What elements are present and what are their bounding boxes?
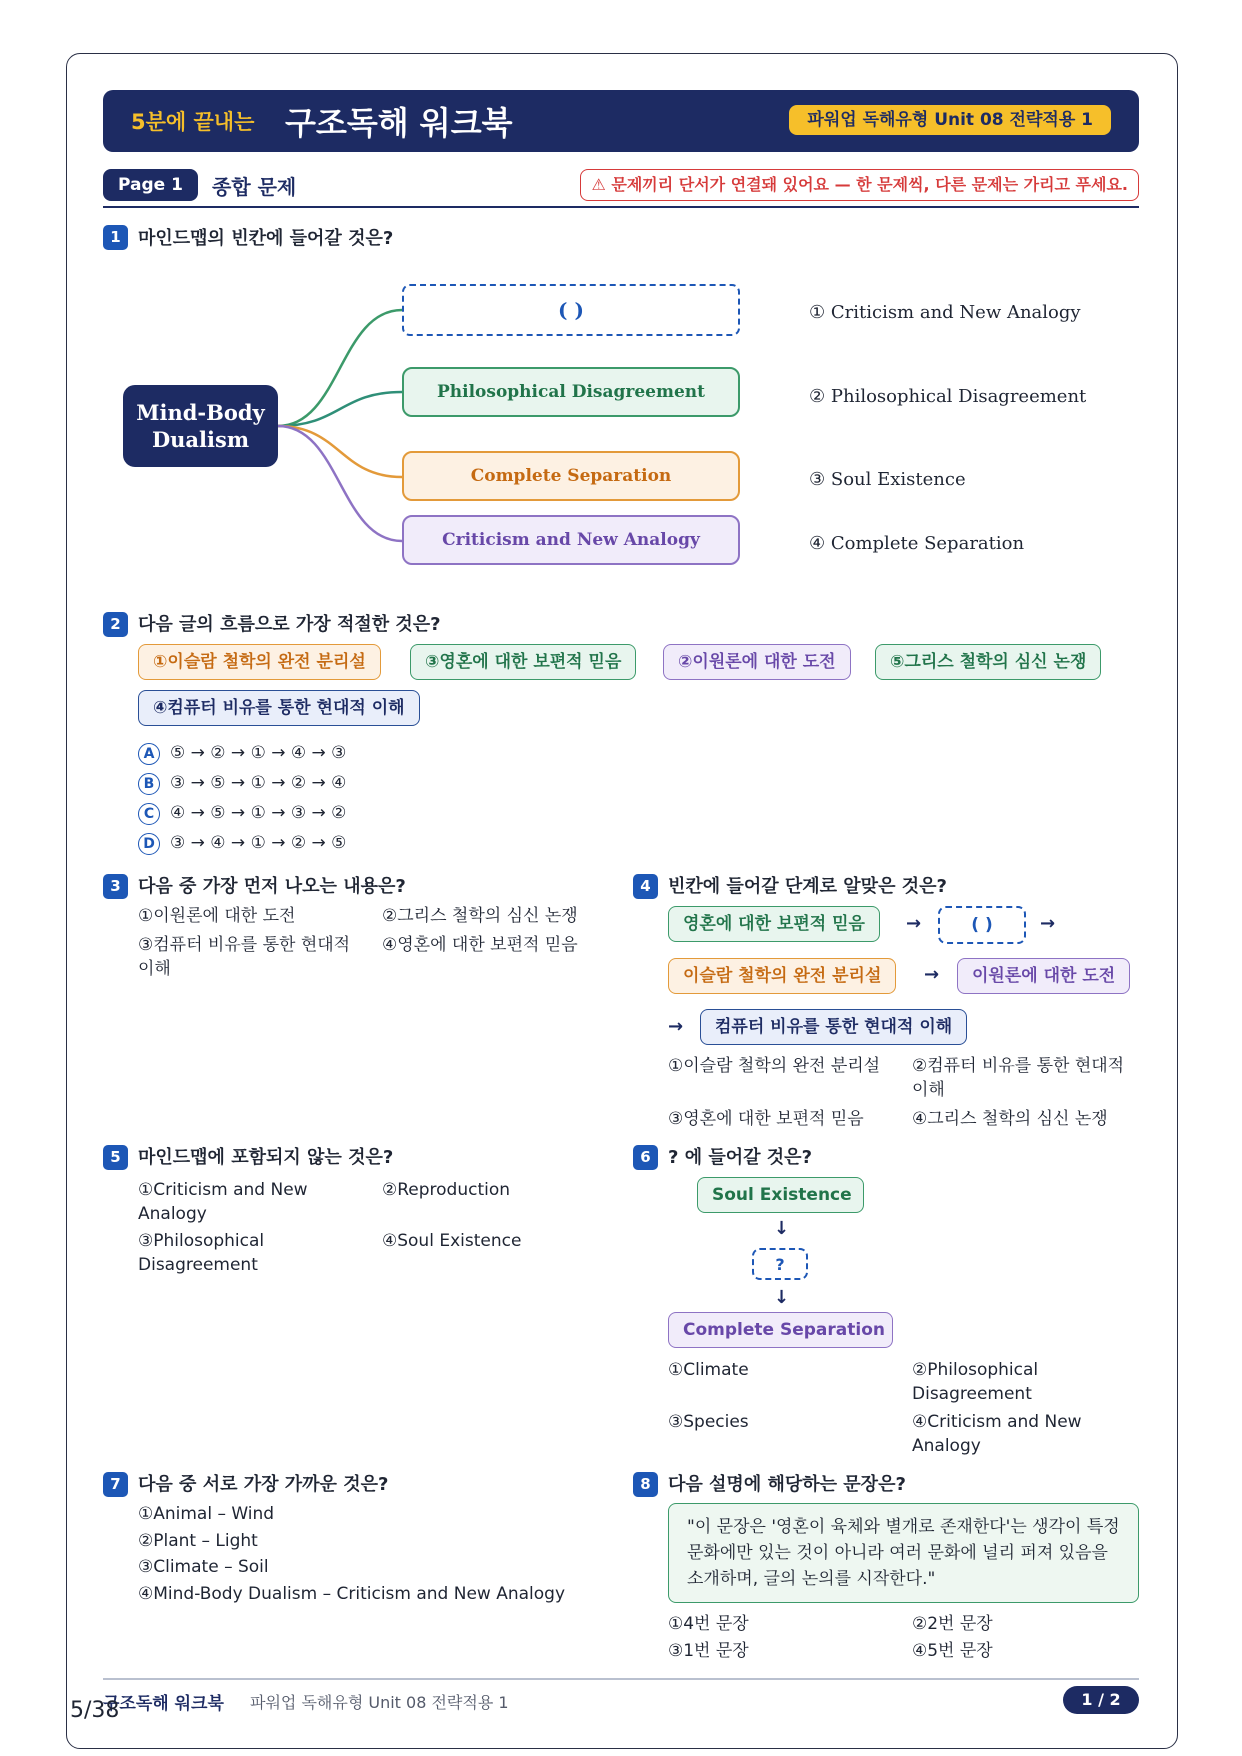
q2-text: 다음 글의 흐름으로 가장 적절한 것은? xyxy=(138,614,441,635)
flow-arrow: → xyxy=(906,913,922,934)
sequence-text: ⑤ → ② → ① → ④ → ③ xyxy=(170,743,347,763)
q7-number: 7 xyxy=(103,1472,128,1497)
q5-option-4[interactable]: ④Soul Existence xyxy=(382,1231,522,1251)
mindmap-node-criticism: Criticism and New Analogy xyxy=(402,515,740,565)
q8-option-4[interactable]: ④5번 문장 xyxy=(912,1641,993,1661)
q2-option-b[interactable] xyxy=(138,773,346,795)
q1-option-2[interactable]: ② Philosophical Disagreement xyxy=(809,386,1087,407)
q7-text: 다음 중 서로 가장 가까운 것은? xyxy=(138,1474,389,1495)
mindmap-center-node: Mind-Body Dualism xyxy=(123,385,278,467)
q6-option-3[interactable]: ③Species xyxy=(668,1412,749,1432)
q4-option-2[interactable]: ②컴퓨터 비유를 통한 현대적 이해 xyxy=(912,1056,1125,1100)
q1-option-3[interactable]: ③ Soul Existence xyxy=(809,469,966,490)
q4-blank-step: ( ) xyxy=(938,906,1026,944)
q3-option-3[interactable]: ③컴퓨터 비유를 통한 현대적 이해 xyxy=(138,935,351,979)
q5-option-1[interactable]: ①Criticism and New Analogy xyxy=(138,1180,308,1224)
sequence-text: ④ → ⑤ → ① → ③ → ② xyxy=(170,803,347,823)
flow-arrow: → xyxy=(668,1016,684,1037)
footer-title: 구조독해 워크북 xyxy=(103,1694,224,1714)
q3-text: 다음 중 가장 먼저 나오는 내용은? xyxy=(138,876,406,897)
q2-option-d[interactable] xyxy=(138,833,346,855)
document-page-counter: 5/38 xyxy=(70,1698,120,1723)
flow-arrow: → xyxy=(924,964,940,985)
sequence-text: ③ → ⑤ → ① → ② → ④ xyxy=(170,773,347,793)
section-title: 종합 문제 xyxy=(212,175,297,199)
q6-option-4[interactable]: ④Criticism and New Analogy xyxy=(912,1412,1082,1456)
q6-blank-node: ? xyxy=(752,1248,808,1280)
header-title: 구조독해 워크북 xyxy=(285,104,513,142)
q8-option-3[interactable]: ③1번 문장 xyxy=(668,1641,749,1661)
header-small-title: 5분에 끝내는 xyxy=(131,110,255,134)
q7-option-4[interactable]: ④Mind-Body Dualism – Criticism and New Analogy xyxy=(138,1584,566,1604)
q2-chip-universal-belief: ③영혼에 대한 보편적 믿음 xyxy=(410,644,636,680)
option-letter-b: B xyxy=(138,773,160,795)
q5-text: 마인드맵에 포함되지 않는 것은? xyxy=(138,1147,394,1168)
q2-number: 2 xyxy=(103,612,128,637)
unit-badge: 파워업 독해유형 Unit 08 전략적용 1 xyxy=(789,105,1111,135)
footer-subtitle: 파워업 독해유형 Unit 08 전략적용 1 xyxy=(250,1693,509,1712)
page-label: Page 1 xyxy=(103,169,198,201)
flow-arrow: → xyxy=(1040,913,1056,934)
q6-bottom-node: Complete Separation xyxy=(668,1312,893,1348)
q3-option-2[interactable]: ②그리스 철학의 심신 논쟁 xyxy=(382,906,578,926)
q8-description-box: "이 문장은 '영혼이 육체와 별개로 존재한다'는 생각이 특정 문화에만 있는 것이 아니라 여러 문화에 널리 퍼져 있음을 소개하며, 글의 논의를 시작한다." xyxy=(668,1503,1139,1603)
q5-option-3[interactable]: ③Philosophical Disagreement xyxy=(138,1231,265,1275)
warning-notice: ⚠ 문제끼리 단서가 연결돼 있어요 — 한 문제씩, 다른 문제는 가리고 푸세요. xyxy=(580,169,1139,201)
q7-option-2[interactable]: ②Plant – Light xyxy=(138,1531,258,1551)
q2-chip-computer: ④컴퓨터 비유를 통한 현대적 이해 xyxy=(138,690,420,726)
q4-step-universal-belief: 영혼에 대한 보편적 믿음 xyxy=(668,906,880,942)
q6-option-1[interactable]: ①Climate xyxy=(668,1360,749,1380)
footer-page-indicator: 1 / 2 xyxy=(1063,1686,1139,1714)
q2-option-a[interactable] xyxy=(138,743,346,765)
q1-number: 1 xyxy=(103,225,128,250)
q5-option-2[interactable]: ②Reproduction xyxy=(382,1180,511,1200)
q7-option-1[interactable]: ①Animal – Wind xyxy=(138,1504,275,1524)
option-letter-a: A xyxy=(138,743,160,765)
mindmap-node-separation: Complete Separation xyxy=(402,451,740,501)
q3-option-1[interactable]: ①이원론에 대한 도전 xyxy=(138,906,296,926)
q2-chip-dualism-challenge: ②이원론에 대한 도전 xyxy=(663,644,851,680)
q4-text: 빈칸에 들어갈 단계로 알맞은 것은? xyxy=(668,876,947,897)
q4-step-computer: 컴퓨터 비유를 통한 현대적 이해 xyxy=(700,1009,967,1045)
option-letter-d: D xyxy=(138,833,160,855)
q8-number: 8 xyxy=(633,1472,658,1497)
q8-option-1[interactable]: ①4번 문장 xyxy=(668,1614,749,1634)
q6-text: ? 에 들어갈 것은? xyxy=(668,1147,813,1168)
q4-number: 4 xyxy=(633,874,658,899)
footer-divider xyxy=(103,1678,1139,1680)
down-arrow: ↓ xyxy=(774,1218,790,1239)
q3-option-4[interactable]: ④영혼에 대한 보편적 믿음 xyxy=(382,935,578,955)
q6-number: 6 xyxy=(633,1145,658,1170)
q2-option-c[interactable] xyxy=(138,803,346,825)
q1-option-4[interactable]: ④ Complete Separation xyxy=(809,533,1025,554)
q6-option-2[interactable]: ②Philosophical Disagreement xyxy=(912,1360,1039,1404)
q4-option-3[interactable]: ③영혼에 대한 보편적 믿음 xyxy=(668,1109,864,1129)
q6-top-node: Soul Existence xyxy=(697,1177,864,1213)
q5-number: 5 xyxy=(103,1145,128,1170)
connector-criticism xyxy=(278,426,402,541)
q2-chip-islamic: ①이슬람 철학의 완전 분리설 xyxy=(138,644,381,680)
down-arrow: ↓ xyxy=(774,1287,790,1308)
q3-number: 3 xyxy=(103,874,128,899)
q7-option-3[interactable]: ③Climate – Soil xyxy=(138,1557,269,1577)
mindmap-node-philosophical: Philosophical Disagreement xyxy=(402,367,740,417)
q8-text: 다음 설명에 해당하는 문장은? xyxy=(668,1474,906,1495)
q4-option-4[interactable]: ④그리스 철학의 심신 논쟁 xyxy=(912,1109,1108,1129)
q4-step-dualism-challenge: 이원론에 대한 도전 xyxy=(957,958,1130,994)
option-letter-c: C xyxy=(138,803,160,825)
mindmap-blank-node: ( ) xyxy=(402,284,740,336)
sequence-text: ③ → ④ → ① → ② → ⑤ xyxy=(170,833,347,853)
q8-option-2[interactable]: ②2번 문장 xyxy=(912,1614,993,1634)
q1-text: 마인드맵의 빈칸에 들어갈 것은? xyxy=(138,228,394,249)
q2-chip-greek: ⑤그리스 철학의 심신 논쟁 xyxy=(875,644,1101,680)
q1-option-1[interactable]: ① Criticism and New Analogy xyxy=(809,302,1081,323)
connector-separation xyxy=(278,426,402,477)
q4-step-islamic: 이슬람 철학의 완전 분리설 xyxy=(668,958,896,994)
q4-option-1[interactable]: ①이슬람 철학의 완전 분리설 xyxy=(668,1056,881,1076)
